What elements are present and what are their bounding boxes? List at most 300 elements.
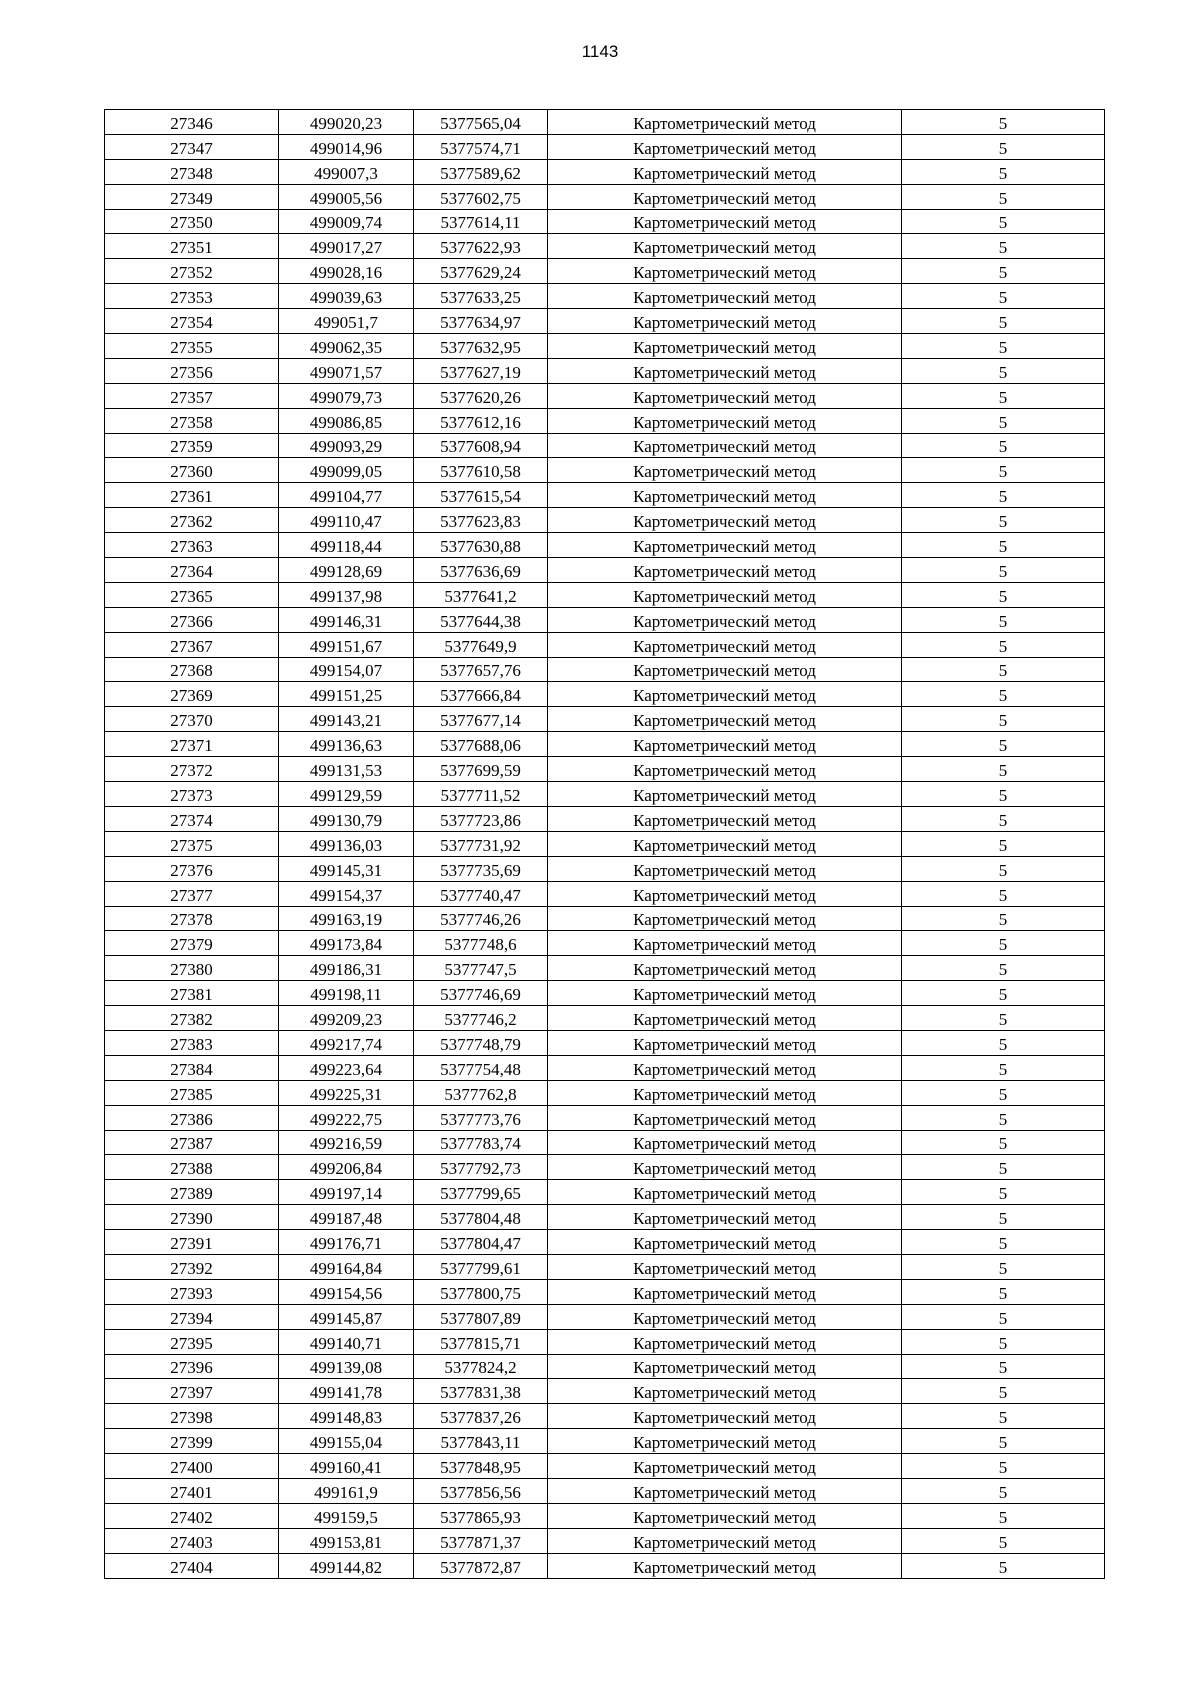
accuracy-cell: 5: [902, 831, 1105, 856]
accuracy-cell: 5: [902, 1528, 1105, 1553]
table-row: [105, 1006, 1105, 1031]
y-coordinate-cell: 5377644,38: [414, 607, 548, 632]
method-cell: Картометрический метод: [548, 134, 902, 159]
accuracy-cell: 5: [902, 1080, 1105, 1105]
accuracy-cell: 5: [902, 458, 1105, 483]
y-coordinate-cell: 5377799,65: [414, 1180, 548, 1205]
x-coordinate-cell: 499110,47: [279, 508, 414, 533]
table-row: [105, 558, 1105, 583]
y-coordinate-cell: 5377666,84: [414, 682, 548, 707]
x-coordinate-cell: 499155,04: [279, 1429, 414, 1454]
accuracy-cell: 5: [902, 607, 1105, 632]
point-number-cell: 27396: [105, 1354, 279, 1379]
accuracy-cell: 5: [902, 657, 1105, 682]
x-coordinate-cell: 499161,9: [279, 1478, 414, 1503]
accuracy-cell: 5: [902, 757, 1105, 782]
accuracy-cell: 5: [902, 1279, 1105, 1304]
x-coordinate-cell: 499154,07: [279, 657, 414, 682]
method-cell: Картометрический метод: [548, 508, 902, 533]
y-coordinate-cell: 5377615,54: [414, 483, 548, 508]
y-coordinate-cell: 5377627,19: [414, 358, 548, 383]
point-number-cell: 27357: [105, 383, 279, 408]
table-row: [105, 931, 1105, 956]
table-row: [105, 1454, 1105, 1479]
point-number-cell: 27353: [105, 284, 279, 309]
method-cell: Картометрический метод: [548, 458, 902, 483]
x-coordinate-cell: 499099,05: [279, 458, 414, 483]
method-cell: Картометрический метод: [548, 1304, 902, 1329]
method-cell: Картометрический метод: [548, 856, 902, 881]
x-coordinate-cell: 499145,87: [279, 1304, 414, 1329]
y-coordinate-cell: 5377589,62: [414, 159, 548, 184]
method-cell: Картометрический метод: [548, 1105, 902, 1130]
method-cell: Картометрический метод: [548, 906, 902, 931]
table-row: [105, 1354, 1105, 1379]
y-coordinate-cell: 5377677,14: [414, 707, 548, 732]
method-cell: Картометрический метод: [548, 533, 902, 558]
accuracy-cell: 5: [902, 906, 1105, 931]
method-cell: Картометрический метод: [548, 582, 902, 607]
y-coordinate-cell: 5377632,95: [414, 334, 548, 359]
accuracy-cell: 5: [902, 408, 1105, 433]
y-coordinate-cell: 5377630,88: [414, 533, 548, 558]
point-number-cell: 27378: [105, 906, 279, 931]
point-number-cell: 27391: [105, 1230, 279, 1255]
table-row: [105, 707, 1105, 732]
table-row: [105, 1528, 1105, 1553]
method-cell: Картометрический метод: [548, 1379, 902, 1404]
method-cell: Картометрический метод: [548, 1329, 902, 1354]
accuracy-cell: 5: [902, 1329, 1105, 1354]
accuracy-cell: 5: [902, 1354, 1105, 1379]
method-cell: Картометрический метод: [548, 956, 902, 981]
point-number-cell: 27382: [105, 1006, 279, 1031]
x-coordinate-cell: 499020,23: [279, 110, 414, 135]
method-cell: Картометрический метод: [548, 110, 902, 135]
x-coordinate-cell: 499163,19: [279, 906, 414, 931]
point-number-cell: 27361: [105, 483, 279, 508]
table-row: [105, 856, 1105, 881]
x-coordinate-cell: 499198,11: [279, 981, 414, 1006]
y-coordinate-cell: 5377623,83: [414, 508, 548, 533]
y-coordinate-cell: 5377629,24: [414, 259, 548, 284]
point-number-cell: 27397: [105, 1379, 279, 1404]
method-cell: Картометрический метод: [548, 757, 902, 782]
method-cell: Картометрический метод: [548, 1279, 902, 1304]
table-row: [105, 159, 1105, 184]
y-coordinate-cell: 5377872,87: [414, 1553, 548, 1578]
x-coordinate-cell: 499217,74: [279, 1030, 414, 1055]
table-row: [105, 1254, 1105, 1279]
method-cell: Картометрический метод: [548, 1553, 902, 1578]
method-cell: Картометрический метод: [548, 284, 902, 309]
y-coordinate-cell: 5377856,56: [414, 1478, 548, 1503]
table-row: [105, 433, 1105, 458]
accuracy-cell: 5: [902, 1180, 1105, 1205]
point-number-cell: 27392: [105, 1254, 279, 1279]
x-coordinate-cell: 499160,41: [279, 1454, 414, 1479]
point-number-cell: 27375: [105, 831, 279, 856]
x-coordinate-cell: 499146,31: [279, 607, 414, 632]
accuracy-cell: 5: [902, 1230, 1105, 1255]
table-row: [105, 383, 1105, 408]
coordinates-table: [104, 109, 1105, 1579]
accuracy-cell: 5: [902, 184, 1105, 209]
table-row: [105, 657, 1105, 682]
x-coordinate-cell: 499086,85: [279, 408, 414, 433]
table-row: [105, 1055, 1105, 1080]
y-coordinate-cell: 5377748,6: [414, 931, 548, 956]
table-row: [105, 906, 1105, 931]
accuracy-cell: 5: [902, 383, 1105, 408]
y-coordinate-cell: 5377824,2: [414, 1354, 548, 1379]
point-number-cell: 27389: [105, 1180, 279, 1205]
x-coordinate-cell: 499197,14: [279, 1180, 414, 1205]
point-number-cell: 27352: [105, 259, 279, 284]
accuracy-cell: 5: [902, 806, 1105, 831]
accuracy-cell: 5: [902, 1404, 1105, 1429]
table-row: [105, 1429, 1105, 1454]
y-coordinate-cell: 5377799,61: [414, 1254, 548, 1279]
point-number-cell: 27383: [105, 1030, 279, 1055]
x-coordinate-cell: 499206,84: [279, 1155, 414, 1180]
y-coordinate-cell: 5377634,97: [414, 309, 548, 334]
table-row: [105, 607, 1105, 632]
x-coordinate-cell: 499153,81: [279, 1528, 414, 1553]
accuracy-cell: 5: [902, 1553, 1105, 1578]
method-cell: Картометрический метод: [548, 309, 902, 334]
method-cell: Картометрический метод: [548, 209, 902, 234]
accuracy-cell: 5: [902, 632, 1105, 657]
table-row: [105, 209, 1105, 234]
accuracy-cell: 5: [902, 334, 1105, 359]
table-row: [105, 682, 1105, 707]
method-cell: Картометрический метод: [548, 981, 902, 1006]
point-number-cell: 27376: [105, 856, 279, 881]
x-coordinate-cell: 499151,25: [279, 682, 414, 707]
table-row: [105, 1180, 1105, 1205]
accuracy-cell: 5: [902, 1130, 1105, 1155]
y-coordinate-cell: 5377848,95: [414, 1454, 548, 1479]
x-coordinate-cell: 499151,67: [279, 632, 414, 657]
y-coordinate-cell: 5377565,04: [414, 110, 548, 135]
point-number-cell: 27374: [105, 806, 279, 831]
y-coordinate-cell: 5377641,2: [414, 582, 548, 607]
accuracy-cell: 5: [902, 558, 1105, 583]
x-coordinate-cell: 499079,73: [279, 383, 414, 408]
y-coordinate-cell: 5377688,06: [414, 732, 548, 757]
y-coordinate-cell: 5377723,86: [414, 806, 548, 831]
y-coordinate-cell: 5377608,94: [414, 433, 548, 458]
y-coordinate-cell: 5377731,92: [414, 831, 548, 856]
method-cell: Картометрический метод: [548, 1478, 902, 1503]
method-cell: Картометрический метод: [548, 334, 902, 359]
y-coordinate-cell: 5377620,26: [414, 383, 548, 408]
point-number-cell: 27390: [105, 1205, 279, 1230]
method-cell: Картометрический метод: [548, 607, 902, 632]
y-coordinate-cell: 5377748,79: [414, 1030, 548, 1055]
method-cell: Картометрический метод: [548, 682, 902, 707]
y-coordinate-cell: 5377783,74: [414, 1130, 548, 1155]
y-coordinate-cell: 5377735,69: [414, 856, 548, 881]
method-cell: Картометрический метод: [548, 383, 902, 408]
method-cell: Картометрический метод: [548, 931, 902, 956]
method-cell: Картометрический метод: [548, 657, 902, 682]
accuracy-cell: 5: [902, 782, 1105, 807]
point-number-cell: 27359: [105, 433, 279, 458]
point-number-cell: 27350: [105, 209, 279, 234]
y-coordinate-cell: 5377746,2: [414, 1006, 548, 1031]
x-coordinate-cell: 499141,78: [279, 1379, 414, 1404]
y-coordinate-cell: 5377747,5: [414, 956, 548, 981]
point-number-cell: 27386: [105, 1105, 279, 1130]
point-number-cell: 27346: [105, 110, 279, 135]
x-coordinate-cell: 499145,31: [279, 856, 414, 881]
method-cell: Картометрический метод: [548, 358, 902, 383]
method-cell: Картометрический метод: [548, 1503, 902, 1528]
point-number-cell: 27351: [105, 234, 279, 259]
accuracy-cell: 5: [902, 1429, 1105, 1454]
method-cell: Картометрический метод: [548, 1030, 902, 1055]
method-cell: Картометрический метод: [548, 782, 902, 807]
point-number-cell: 27349: [105, 184, 279, 209]
method-cell: Картометрический метод: [548, 1454, 902, 1479]
accuracy-cell: 5: [902, 732, 1105, 757]
x-coordinate-cell: 499164,84: [279, 1254, 414, 1279]
y-coordinate-cell: 5377746,69: [414, 981, 548, 1006]
table-row: [105, 309, 1105, 334]
x-coordinate-cell: 499154,56: [279, 1279, 414, 1304]
y-coordinate-cell: 5377807,89: [414, 1304, 548, 1329]
x-coordinate-cell: 499131,53: [279, 757, 414, 782]
accuracy-cell: 5: [902, 1379, 1105, 1404]
table-row: [105, 806, 1105, 831]
point-number-cell: 27371: [105, 732, 279, 757]
method-cell: Картометрический метод: [548, 234, 902, 259]
table-row: [105, 259, 1105, 284]
y-coordinate-cell: 5377740,47: [414, 881, 548, 906]
x-coordinate-cell: 499154,37: [279, 881, 414, 906]
x-coordinate-cell: 499007,3: [279, 159, 414, 184]
method-cell: Картометрический метод: [548, 1180, 902, 1205]
x-coordinate-cell: 499129,59: [279, 782, 414, 807]
accuracy-cell: 5: [902, 707, 1105, 732]
method-cell: Картометрический метод: [548, 483, 902, 508]
x-coordinate-cell: 499071,57: [279, 358, 414, 383]
table-row: [105, 1105, 1105, 1130]
method-cell: Картометрический метод: [548, 806, 902, 831]
table-row: [105, 508, 1105, 533]
y-coordinate-cell: 5377610,58: [414, 458, 548, 483]
y-coordinate-cell: 5377633,25: [414, 284, 548, 309]
point-number-cell: 27388: [105, 1155, 279, 1180]
x-coordinate-cell: 499140,71: [279, 1329, 414, 1354]
y-coordinate-cell: 5377843,11: [414, 1429, 548, 1454]
point-number-cell: 27401: [105, 1478, 279, 1503]
method-cell: Картометрический метод: [548, 1254, 902, 1279]
method-cell: Картометрический метод: [548, 408, 902, 433]
x-coordinate-cell: 499187,48: [279, 1205, 414, 1230]
table-row: [105, 533, 1105, 558]
point-number-cell: 27358: [105, 408, 279, 433]
accuracy-cell: 5: [902, 1030, 1105, 1055]
x-coordinate-cell: 499039,63: [279, 284, 414, 309]
accuracy-cell: 5: [902, 931, 1105, 956]
point-number-cell: 27354: [105, 309, 279, 334]
table-row: [105, 1030, 1105, 1055]
table-row: [105, 1205, 1105, 1230]
accuracy-cell: 5: [902, 159, 1105, 184]
table-row: [105, 1080, 1105, 1105]
method-cell: Картометрический метод: [548, 1130, 902, 1155]
accuracy-cell: 5: [902, 1304, 1105, 1329]
x-coordinate-cell: 499186,31: [279, 956, 414, 981]
table-row: [105, 1304, 1105, 1329]
table-row: [105, 234, 1105, 259]
table-row: [105, 1478, 1105, 1503]
x-coordinate-cell: 499028,16: [279, 259, 414, 284]
x-coordinate-cell: 499223,64: [279, 1055, 414, 1080]
accuracy-cell: 5: [902, 309, 1105, 334]
point-number-cell: 27385: [105, 1080, 279, 1105]
method-cell: Картометрический метод: [548, 433, 902, 458]
point-number-cell: 27363: [105, 533, 279, 558]
point-number-cell: 27384: [105, 1055, 279, 1080]
accuracy-cell: 5: [902, 856, 1105, 881]
y-coordinate-cell: 5377800,75: [414, 1279, 548, 1304]
accuracy-cell: 5: [902, 209, 1105, 234]
method-cell: Картометрический метод: [548, 1055, 902, 1080]
table-row: [105, 1553, 1105, 1578]
method-cell: Картометрический метод: [548, 831, 902, 856]
method-cell: Картометрический метод: [548, 1429, 902, 1454]
accuracy-cell: 5: [902, 110, 1105, 135]
accuracy-cell: 5: [902, 259, 1105, 284]
method-cell: Картометрический метод: [548, 1006, 902, 1031]
y-coordinate-cell: 5377746,26: [414, 906, 548, 931]
x-coordinate-cell: 499159,5: [279, 1503, 414, 1528]
table-row: [105, 1155, 1105, 1180]
point-number-cell: 27365: [105, 582, 279, 607]
x-coordinate-cell: 499143,21: [279, 707, 414, 732]
point-number-cell: 27355: [105, 334, 279, 359]
table-row: [105, 881, 1105, 906]
point-number-cell: 27387: [105, 1130, 279, 1155]
accuracy-cell: 5: [902, 1254, 1105, 1279]
y-coordinate-cell: 5377657,76: [414, 657, 548, 682]
point-number-cell: 27380: [105, 956, 279, 981]
x-coordinate-cell: 499093,29: [279, 433, 414, 458]
accuracy-cell: 5: [902, 582, 1105, 607]
x-coordinate-cell: 499225,31: [279, 1080, 414, 1105]
x-coordinate-cell: 499144,82: [279, 1553, 414, 1578]
accuracy-cell: 5: [902, 1503, 1105, 1528]
accuracy-cell: 5: [902, 981, 1105, 1006]
accuracy-cell: 5: [902, 1478, 1105, 1503]
accuracy-cell: 5: [902, 358, 1105, 383]
method-cell: Картометрический метод: [548, 732, 902, 757]
accuracy-cell: 5: [902, 1006, 1105, 1031]
accuracy-cell: 5: [902, 134, 1105, 159]
x-coordinate-cell: 499062,35: [279, 334, 414, 359]
point-number-cell: 27400: [105, 1454, 279, 1479]
accuracy-cell: 5: [902, 881, 1105, 906]
x-coordinate-cell: 499222,75: [279, 1105, 414, 1130]
method-cell: Картометрический метод: [548, 1528, 902, 1553]
y-coordinate-cell: 5377804,48: [414, 1205, 548, 1230]
method-cell: Картометрический метод: [548, 558, 902, 583]
table-row: [105, 1503, 1105, 1528]
table-row: [105, 757, 1105, 782]
y-coordinate-cell: 5377636,69: [414, 558, 548, 583]
x-coordinate-cell: 499017,27: [279, 234, 414, 259]
table-row: [105, 184, 1105, 209]
y-coordinate-cell: 5377602,75: [414, 184, 548, 209]
point-number-cell: 27368: [105, 657, 279, 682]
table-row: [105, 956, 1105, 981]
table-row: [105, 483, 1105, 508]
y-coordinate-cell: 5377762,8: [414, 1080, 548, 1105]
table-row: [105, 1329, 1105, 1354]
table-row: [105, 110, 1105, 135]
accuracy-cell: 5: [902, 508, 1105, 533]
accuracy-cell: 5: [902, 433, 1105, 458]
table-row: [105, 1230, 1105, 1255]
y-coordinate-cell: 5377831,38: [414, 1379, 548, 1404]
method-cell: Картометрический метод: [548, 632, 902, 657]
point-number-cell: 27362: [105, 508, 279, 533]
y-coordinate-cell: 5377871,37: [414, 1528, 548, 1553]
y-coordinate-cell: 5377804,47: [414, 1230, 548, 1255]
y-coordinate-cell: 5377612,16: [414, 408, 548, 433]
point-number-cell: 27356: [105, 358, 279, 383]
x-coordinate-cell: 499118,44: [279, 533, 414, 558]
x-coordinate-cell: 499137,98: [279, 582, 414, 607]
point-number-cell: 27393: [105, 1279, 279, 1304]
y-coordinate-cell: 5377773,76: [414, 1105, 548, 1130]
table-row: [105, 831, 1105, 856]
x-coordinate-cell: 499014,96: [279, 134, 414, 159]
x-coordinate-cell: 499216,59: [279, 1130, 414, 1155]
point-number-cell: 27347: [105, 134, 279, 159]
x-coordinate-cell: 499051,7: [279, 309, 414, 334]
point-number-cell: 27369: [105, 682, 279, 707]
point-number-cell: 27360: [105, 458, 279, 483]
point-number-cell: 27348: [105, 159, 279, 184]
table-row: [105, 134, 1105, 159]
method-cell: Картометрический метод: [548, 259, 902, 284]
table-row: [105, 1279, 1105, 1304]
method-cell: Картометрический метод: [548, 1080, 902, 1105]
point-number-cell: 27403: [105, 1528, 279, 1553]
table-row: [105, 334, 1105, 359]
point-number-cell: 27366: [105, 607, 279, 632]
y-coordinate-cell: 5377865,93: [414, 1503, 548, 1528]
table-row: [105, 782, 1105, 807]
point-number-cell: 27404: [105, 1553, 279, 1578]
point-number-cell: 27394: [105, 1304, 279, 1329]
accuracy-cell: 5: [902, 234, 1105, 259]
y-coordinate-cell: 5377649,9: [414, 632, 548, 657]
table-row: [105, 408, 1105, 433]
y-coordinate-cell: 5377837,26: [414, 1404, 548, 1429]
y-coordinate-cell: 5377815,71: [414, 1329, 548, 1354]
table-row: [105, 458, 1105, 483]
method-cell: Картометрический метод: [548, 184, 902, 209]
table-row: [105, 732, 1105, 757]
method-cell: Картометрический метод: [548, 1230, 902, 1255]
table-row: [105, 582, 1105, 607]
